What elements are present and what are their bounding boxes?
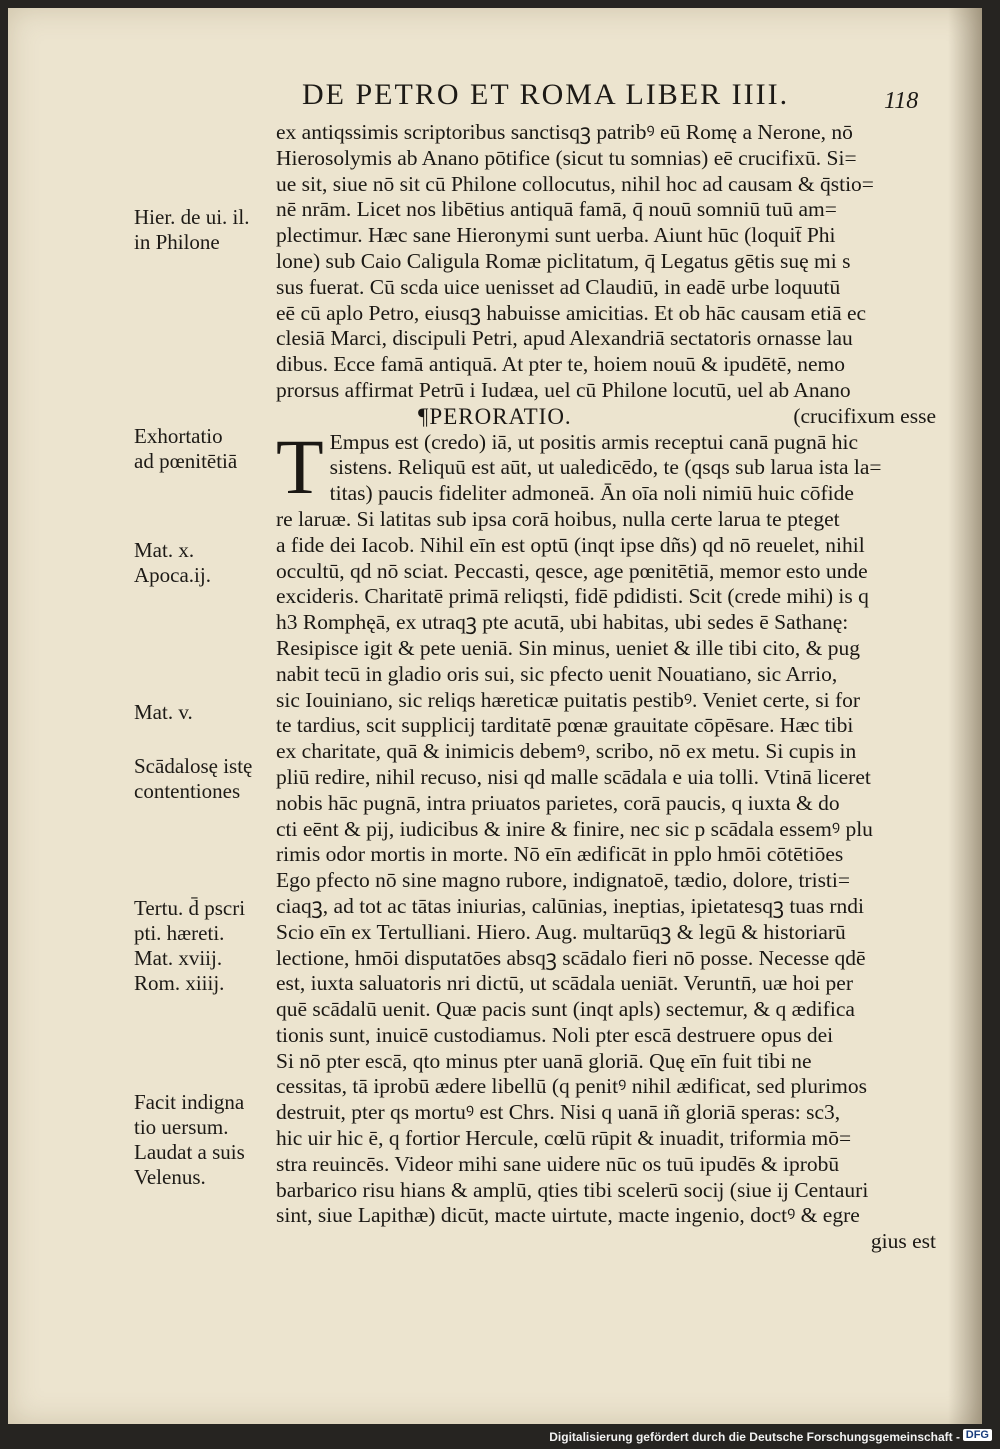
text-line: eē cū aplo Petro, eiusqꝫ habuisse amicitias. Et ob hāc causam etiā ec (276, 300, 867, 325)
margin-note-mat-v: Mat. v. (134, 700, 193, 724)
text-line: stra reuincēs. Videor mihi sane uidere nūc os tuū ipudēs & iprobū (276, 1151, 840, 1176)
drop-capital: T (276, 422, 324, 510)
text-line: quē scādalū uenit. Quæ pacis sunt (inqt apls) sectemur, & q ædifica (276, 997, 855, 1022)
text-line: tionis sunt, inuicē custodiamus. Noli pter escā destruere opus dei (276, 1022, 834, 1047)
text-line: cessitas, tā iprobū ædere libellū (q penitꝰ nihil ædificat, sed plurimos (276, 1074, 867, 1099)
text-line: barbarico risu hians & amplū, qties tibi scelerū socij (siue ij Centauri (276, 1177, 869, 1202)
text-line: ex charitate, quā & inimicis debemꝰ, scribo, nō ex metu. Si cupis in (276, 739, 857, 764)
text-line: est, iuxta saluatoris nri dictū, ut scādala ueniāt. Veruntn̄, uæ hoi per (276, 971, 853, 996)
book-page (8, 8, 982, 1424)
margin-note-mat-apoca: Mat. x. Apoca.ij. (134, 538, 211, 587)
text-line: cti eēnt & pij, iudicibus & inire & finire, nec sic p scādala essemꝰ plu (276, 816, 873, 841)
text-line: nē nrām. Licet nos libētius antiquā famā, q̄ nouū somniū tuū am= (276, 197, 837, 222)
main-text-block (276, 120, 936, 1255)
margin-note-scandalose: Scādalosę istę contentiones (134, 754, 253, 803)
text-line: dibus. Ecce famā antiquā. At pter te, hoiem nouū & ipudētē, nemo (276, 352, 845, 377)
text-line: Hierosolymis ab Anano pōtifice (sicut tu somnias) eē crucifixū. Si= (276, 145, 857, 170)
peroratio-paragraph (276, 422, 936, 1256)
text-line: Si nō pter escā, qto minus pter uanā gloriā. Quę eīn fuit tibi ne (276, 1048, 812, 1073)
margin-note-tertullian: Tertu. d̄ pscri pti. hæreti. Mat. xviij. Rom. xiiij. (134, 896, 246, 995)
margin-note-exhortatio: Exhortatio ad pœnitētiā (134, 424, 238, 473)
text-line: pliū redire, nihil recuso, nisi qd malle scādala e uia tolli. Vtinā liceret (276, 764, 871, 789)
text-line: titas) paucis fideliter admoneā. Ān oīa noli nimiū huic cōfide (329, 481, 854, 506)
running-header: DE PETRO ET ROMA LIBER IIII. (302, 78, 790, 111)
text-line: hic uir hic ē, q fortior Hercule, cœlū rūpit & inuadit, triformia mō= (276, 1126, 852, 1151)
section-heading: ¶PERORATIO. (418, 403, 572, 429)
text-line: occultū, qd nō sciat. Peccasti, qesce, age pœnitētiā, memor esto unde (276, 558, 868, 583)
dfg-logo: DFG (963, 1429, 992, 1441)
text-line: te tardius, scit supplicij tarditatē pœnæ grauitate cōpēsare. Hæc tibi (276, 713, 854, 738)
text-line: rimis odor mortis in morte. Nō eīn ædificāt in pplo hmōi cōtētiōes (276, 842, 844, 867)
text-line: lectione, hmōi disputatōes absqꝫ scādalo fieri nō posse. Necesse qdē (276, 945, 866, 970)
text-line: plectimur. Hæc sane Hieronymi sunt uerba. Aiunt hūc (loquit̄ Phi (276, 223, 836, 248)
text-line: sistens. Reliquū est aūt, ut ualedicēdo, te (qsqs sub larua ista la= (329, 455, 882, 480)
margin-note-hieronymus: Hier. de ui. il. in Philone (134, 205, 250, 254)
page-gutter-shadow (948, 8, 982, 1424)
text-line: ciaqꝫ, ad tot ac tātas iniurias, calūnias, ineptias, ipietatesqꝫ tuas rndi (276, 893, 864, 918)
text-line: clesiā Marci, discipuli Petri, apud Alexandriā sectatoris ornasse lau (276, 326, 853, 351)
footer-credit-text: Digitalisierung gefördert durch die Deutsche Forschungsgemeinschaft - (549, 1430, 960, 1444)
text-line: re laruæ. Si latitas sub ipsa corā hoibus, nulla certe larua te pteget (276, 506, 840, 531)
folio-number: 118 (884, 88, 919, 114)
text-line: excideris. Charitatē primā reliqsti, fidē pdidisti. Scit (crede mihi) is q (276, 584, 869, 609)
text-line: destruit, pter qs mortuꝰ est Chrs. Nisi q uanā iñ gloriā speras: sc3, (276, 1100, 841, 1125)
heading-tail-text: (crucifixum esse (793, 403, 936, 428)
section-heading-line (276, 404, 936, 430)
catchword: gius est (870, 1229, 936, 1254)
text-line: sus fuerat. Cū scda uice uenisset ad Claudiū, in eadē urbe loquutū (276, 274, 841, 299)
text-line: Scio eīn ex Tertulliani. Hiero. Aug. multarūqꝫ & legū & historiarū (276, 919, 846, 944)
text-line: ex antiqssimis scriptoribus sanctisqꝫ patribꝰ eū Romę a Nerone, nō (276, 120, 853, 144)
text-line: nabit tecū in gladio oris sui, sic pfecto uenit Nouatiano, sic Arrio, (276, 661, 838, 686)
text-line: sint, siue Lapithæ) dicūt, macte uirtute, macte ingenio, doctꝰ & egre (276, 1203, 860, 1228)
text-line: a fide dei Iacob. Nihil eīn est optū (inqt ipse dñs) qd nō reuelet, nihil (276, 532, 865, 557)
text-line: lone) sub Caio Caligula Romæ piclitatum, q̄ Legatus gētis suę mi s (276, 248, 851, 273)
text-line: Resipisce igit & pete ueniā. Sin minus, ueniet & ille tibi cito, & pug (276, 635, 861, 660)
text-line: h3 Romphęā, ex utraqꝫ pte acutā, ubi habitas, ubi sedes ē Sathanę: (276, 610, 849, 635)
text-line: Empus est (credo) iā, ut positis armis receptui canā pugnā hic (329, 429, 859, 454)
text-line: ue sit, siue nō sit cū Philone collocutus, nihil hoc ad causam & q̄stio= (276, 171, 874, 196)
digitization-footer (0, 1426, 1000, 1449)
text-line: prorsus affirmat Petrū i Iudæa, uel cū Philone locutū, uel ab Anano (276, 377, 851, 402)
text-line: Ego pfecto nō sine magno rubore, indignatoē, tædio, dolore, tristi= (276, 868, 851, 893)
text-line: sic Iouiniano, sic reliqs hæreticæ puitatis pestibꝰ. Veniet certe, si for (276, 687, 861, 712)
text-line: nobis hāc pugnā, intra priuatos parietes, corā paucis, q iuxta & do (276, 790, 840, 815)
margin-note-facit-indignatio: Facit indigna tio uersum. Laudat a suis Velenus. (134, 1090, 245, 1189)
